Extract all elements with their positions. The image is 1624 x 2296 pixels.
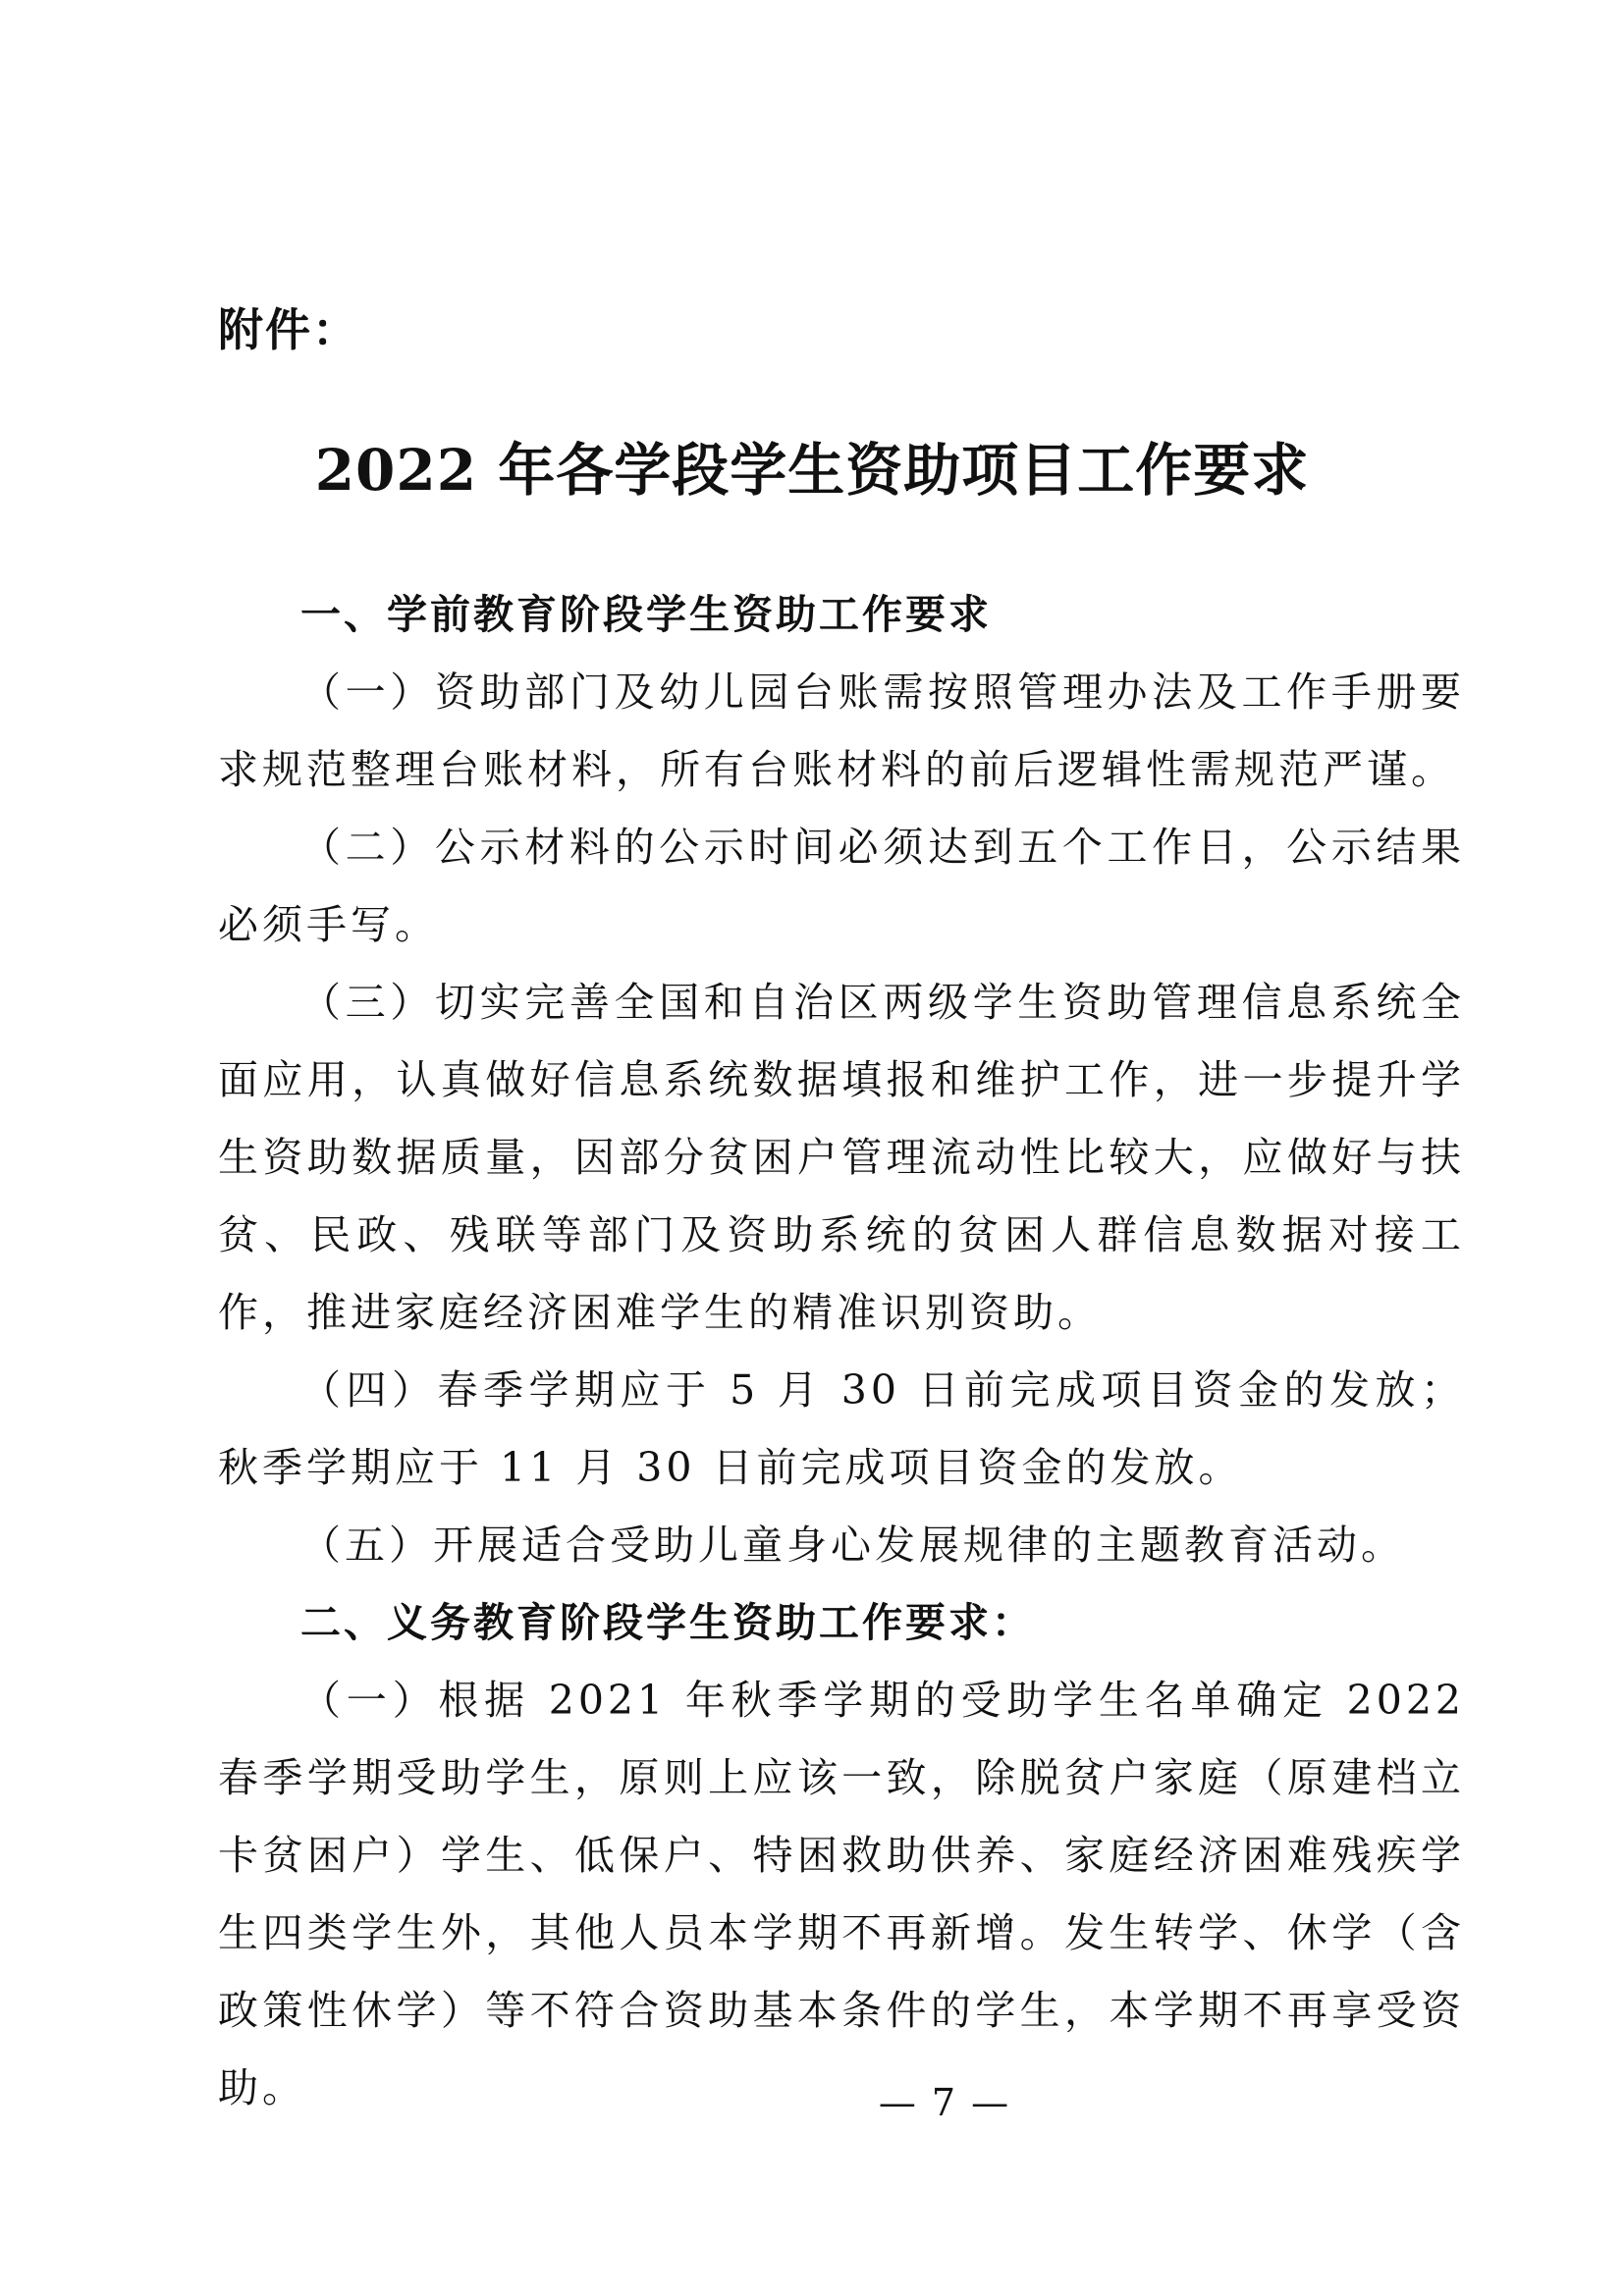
paragraph-compulsory-1: （一）根据 2021 年秋季学期的受助学生名单确定 2022 春季学期受助学生，原则上应该一致，除脱贫户家庭（原建档立卡贫困户）学生、低保户、特困救助供养、家庭经济困难残疾学生四类学生外，其他人员本学期不再新增。发生转学、休学（含政策性休学）等不符合资助基本条件的学生，本学期不再享受资助。 bbox=[218, 1677, 1465, 2111]
section-heading-compulsory: 二、义务教育阶段学生资助工作要求： bbox=[300, 1599, 1035, 1646]
document-body bbox=[218, 576, 1465, 2127]
paragraph-preschool-1: （一）资助部门及幼儿园台账需按照管理办法及工作手册要求规范整理台账材料，所有台账材料的前后逻辑性需规范严谨。 bbox=[218, 668, 1465, 793]
document-title: 2022 年各学段学生资助项目工作要求 bbox=[314, 437, 1310, 504]
paragraph-preschool-5: （五）开展适合受助儿童身心发展规律的主题教育活动。 bbox=[300, 1522, 1405, 1569]
attachment-label: 附件： bbox=[218, 303, 359, 356]
page-number: — 7 — bbox=[878, 2081, 1011, 2124]
paragraph-preschool-2: （二）公示材料的公示时间必须达到五个工作日，公示结果必须手写。 bbox=[218, 824, 1465, 948]
section-heading-preschool: 一、学前教育阶段学生资助工作要求 bbox=[300, 591, 992, 638]
paragraph-preschool-3: （三）切实完善全国和自治区两级学生资助管理信息系统全面应用，认真做好信息系统数据填报和维护工作，进一步提升学生资助数据质量，因部分贫困户管理流动性比较大，应做好与扶贫、民政、残联等部门及资助系统的贫困人群信息数据对接工作，推进家庭经济困难学生的精准识别资助。 bbox=[218, 979, 1465, 1336]
paragraph-preschool-4: （四）春季学期应于 5 月 30 日前完成项目资金的发放；秋季学期应于 11 月 30 日前完成项目资金的发放。 bbox=[218, 1366, 1465, 1491]
